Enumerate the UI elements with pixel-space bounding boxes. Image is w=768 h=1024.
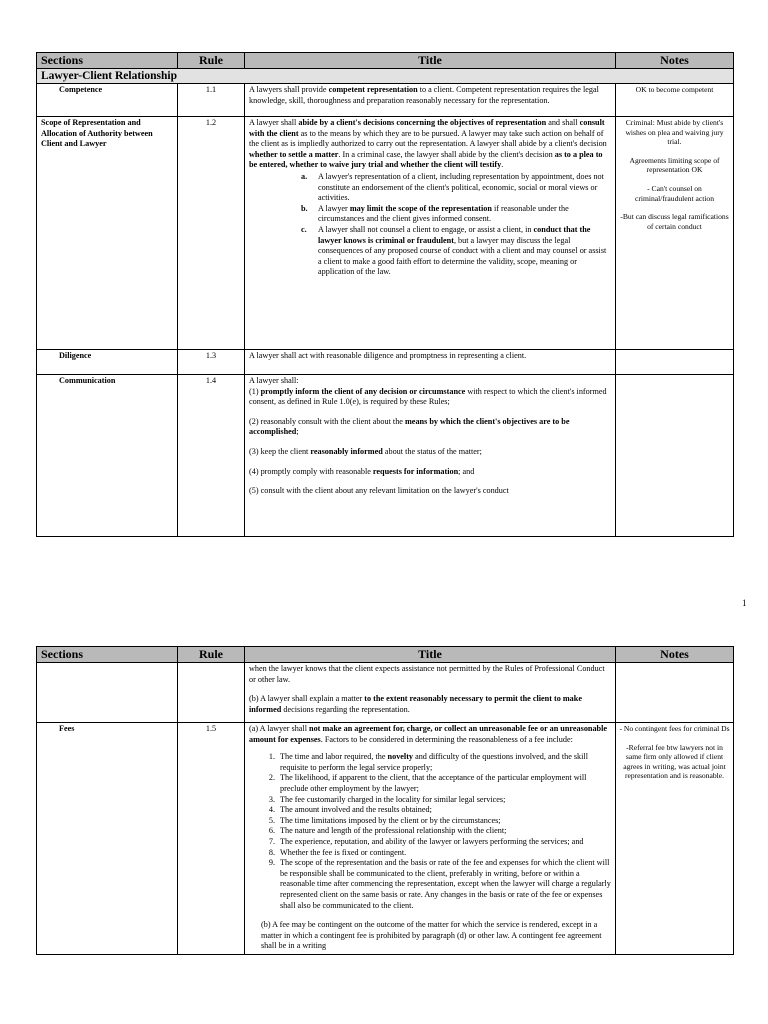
rules-table-page-2 xyxy=(36,646,734,955)
fee-factors-list xyxy=(249,752,611,911)
table-header-row xyxy=(37,647,734,663)
header-rule: Rule xyxy=(178,647,245,663)
table-header-row xyxy=(37,53,734,69)
list-item: 7. The experience, reputation, and ability of the lawyer or lawyers performing the services; and xyxy=(268,836,584,846)
list-item: 4. The amount involved and the results obtained; xyxy=(268,805,432,815)
rule-title-competence: A lawyers shall provide competent representation to a client. Competent representation requires the legal knowledge, skill, thoroughness and preparation reasonably necessary for the representation. xyxy=(245,84,616,117)
section-fees: Fees xyxy=(37,723,178,955)
header-title: Title xyxy=(245,53,616,69)
notes-empty xyxy=(616,663,734,723)
page-number: 1 xyxy=(742,598,747,608)
list-item: 6. The nature and length of the professional relationship with the client; xyxy=(268,826,507,836)
table-row xyxy=(37,375,734,537)
list-item: 9. The scope of the representation and the basis or rate of the fee and expenses for which the client will be responsible shall be communicated to the client, preferably in writing, before or within a reasonable time after commencing the representation, except when the lawyer will charge a regularly represented client on the same basis or rate. Any changes in the basis or rate of the fee or expenses shall also be communicated to the client. xyxy=(268,858,611,910)
fees-paragraph-b: (b) A fee may be contingent on the outcome of the matter for which the service is rendered, except in a matter in which a contingent fee is prohibited by paragraph (d) or other law. A contingent fee agreement shall be in a writing xyxy=(261,920,602,951)
notes-fees: - No contingent fees for criminal Ds -Referral fee btw lawyers not in same firm only allowed if client agrees in writing, was actual joint representation and is reasonable. xyxy=(616,723,734,955)
document-page-1 xyxy=(36,52,747,608)
table-row xyxy=(37,723,734,955)
header-rule: Rule xyxy=(178,53,245,69)
rules-table-page-1 xyxy=(36,52,734,537)
list-item: 1. The time and labor required, the novelty and difficulty of the questions involved, and the skill requisite to perform the legal service properly; xyxy=(268,752,588,772)
rule-title-fees: (a) A lawyer shall not make an agreement for, charge, or collect an unreasonable fee or an unreasonable amount for expenses. Factors to be considered in determining the reasonableness of a fee include: 1. The time and labor required, the novelty and difficulty of the questions involved, and the skill requisite to perform the legal service properly; 2. The likelihood, if apparent to the client, that the acceptance of the particular employment will preclude other employment by the lawyer; 3. The fee customarily charged in the locality for similar legal services; 4. The amount involved and the results obtained; 5. The time limitations imposed by the client or by the circumstances; 6. The nature and length of the professional relationship with the client; 7. The experience, reputation, and ability of the lawyer or lawyers performing the services; and 8. Whether the fee is fixed or contingent. 9. The scope of the representation and the basis or rate of the fee and expenses for which the client will be responsible shall be communicated to the client, preferably in writing, before or within a reasonable time after commencing the representation, except when the lawyer will charge a regularly represented client on the same basis or rate. Any changes in the basis or rate of the fee or expenses shall also be communicated to the client. (b) A fee may be contingent on the outcome of the matter for which the service is rendered, except in a matter in which a contingent fee is prohibited by paragraph (d) or other law. A contingent fee agreement shall be in a writing xyxy=(245,723,616,955)
header-sections: Sections xyxy=(37,53,178,69)
header-sections: Sections xyxy=(37,647,178,663)
rule-title-continuation: when the lawyer knows that the client expects assistance not permitted by the Rules of Professional Conduct or other law. (b) A lawyer shall explain a matter to the extent reasonably necessary to permit the client to make informed decisions regarding the representation. xyxy=(245,663,616,723)
rule-title-diligence: A lawyer shall act with reasonable diligence and promptness in representing a client. xyxy=(245,350,616,375)
list-item: a. A lawyer's representation of a client, including representation by appointment, does not constitute an endorsement of the client's political, economic, social or moral views or activities. xyxy=(301,171,604,203)
rule-number: 1.3 xyxy=(178,350,245,375)
group-row xyxy=(37,69,734,84)
rule-number: 1.4 xyxy=(178,375,245,537)
section-scope: Scope of Representation and Allocation of Authority between Client and Lawyer xyxy=(37,117,178,350)
section-communication: Communication xyxy=(37,375,178,537)
scope-sublist xyxy=(249,172,611,278)
notes-communication xyxy=(616,375,734,537)
document-page-2 xyxy=(36,646,733,955)
list-item: 8. Whether the fee is fixed or contingent. xyxy=(268,847,407,857)
table-row xyxy=(37,84,734,117)
header-title: Title xyxy=(245,647,616,663)
list-item: 5. The time limitations imposed by the client or by the circumstances; xyxy=(268,815,501,825)
header-notes: Notes xyxy=(616,647,734,663)
notes-competence: OK to become competent xyxy=(616,84,734,117)
section-competence: Competence xyxy=(37,84,178,117)
table-row xyxy=(37,663,734,723)
rule-number: 1.1 xyxy=(178,84,245,117)
group-label: Lawyer-Client Relationship xyxy=(37,69,734,84)
list-item: 2. The likelihood, if apparent to the client, that the acceptance of the particular employment will preclude other employment by the lawyer; xyxy=(268,773,587,793)
list-item: 3. The fee customarily charged in the locality for similar legal services; xyxy=(268,794,506,804)
table-row xyxy=(37,350,734,375)
notes-diligence xyxy=(616,350,734,375)
rule-title-scope: A lawyer shall abide by a client's decisions concerning the objectives of representation and shall consult with the client as to the means by which they are to be pursued. A lawyer may take such action on behalf of the client as is impliedly authorized to carry out the representation. A lawyer shall abide by a client's decision whether to settle a matter. In a criminal case, the lawyer shall abide by the client's decision as to a plea to be entered, whether to waive jury trial and whether the client will testify. a. A lawyer's representation of a client, including representation by appointment, does not constitute an endorsement of the client's political, economic, social or moral views or activities. b. A lawyer may limit the scope of the representation if reasonable under the circumstances and the client gives informed consent. c. A lawyer shall not counsel a client to engage, or assist a client, in conduct that the lawyer knows is criminal or fraudulent, but a lawyer may discuss the legal consequences of any proposed course of conduct with a client and may counsel or assist a client to make a good faith effort to determine the validity, scope, meaning or application of the law. xyxy=(245,117,616,350)
section-diligence: Diligence xyxy=(37,350,178,375)
header-notes: Notes xyxy=(616,53,734,69)
table-row xyxy=(37,117,734,350)
section-empty xyxy=(37,663,178,723)
rule-title-communication: A lawyer shall: (1) promptly inform the client of any decision or circumstance with respect to which the client's informed consent, as defined in Rule 1.0(e), is required by these Rules; (2) reasonably consult with the client about the means by which the client's objectives are to be accomplished; (3) keep the client reasonably informed about the status of the matter; (4) promptly comply with reasonable requests for information; and (5) consult with the client about any relevant limitation on the lawyer's conduct xyxy=(245,375,616,537)
notes-scope: Criminal: Must abide by client's wishes on plea and waiving jury trial. Agreements limiting scope of representation OK - Can't counsel on criminal/fraudulent action -But can discuss legal ramifications of certain conduct xyxy=(616,117,734,350)
rule-number: 1.5 xyxy=(178,723,245,955)
list-item: b. A lawyer may limit the scope of the representation if reasonable under the circumstances and the client gives informed consent. xyxy=(301,203,569,224)
rule-number: 1.2 xyxy=(178,117,245,350)
rule-empty xyxy=(178,663,245,723)
list-item: c. A lawyer shall not counsel a client to engage, or assist a client, in conduct that the lawyer knows is criminal or fraudulent, but a lawyer may discuss the legal consequences of any proposed course of conduct with a client and may counsel or assist a client to make a good faith effort to determine the validity, scope, meaning or application of the law. xyxy=(301,224,607,277)
